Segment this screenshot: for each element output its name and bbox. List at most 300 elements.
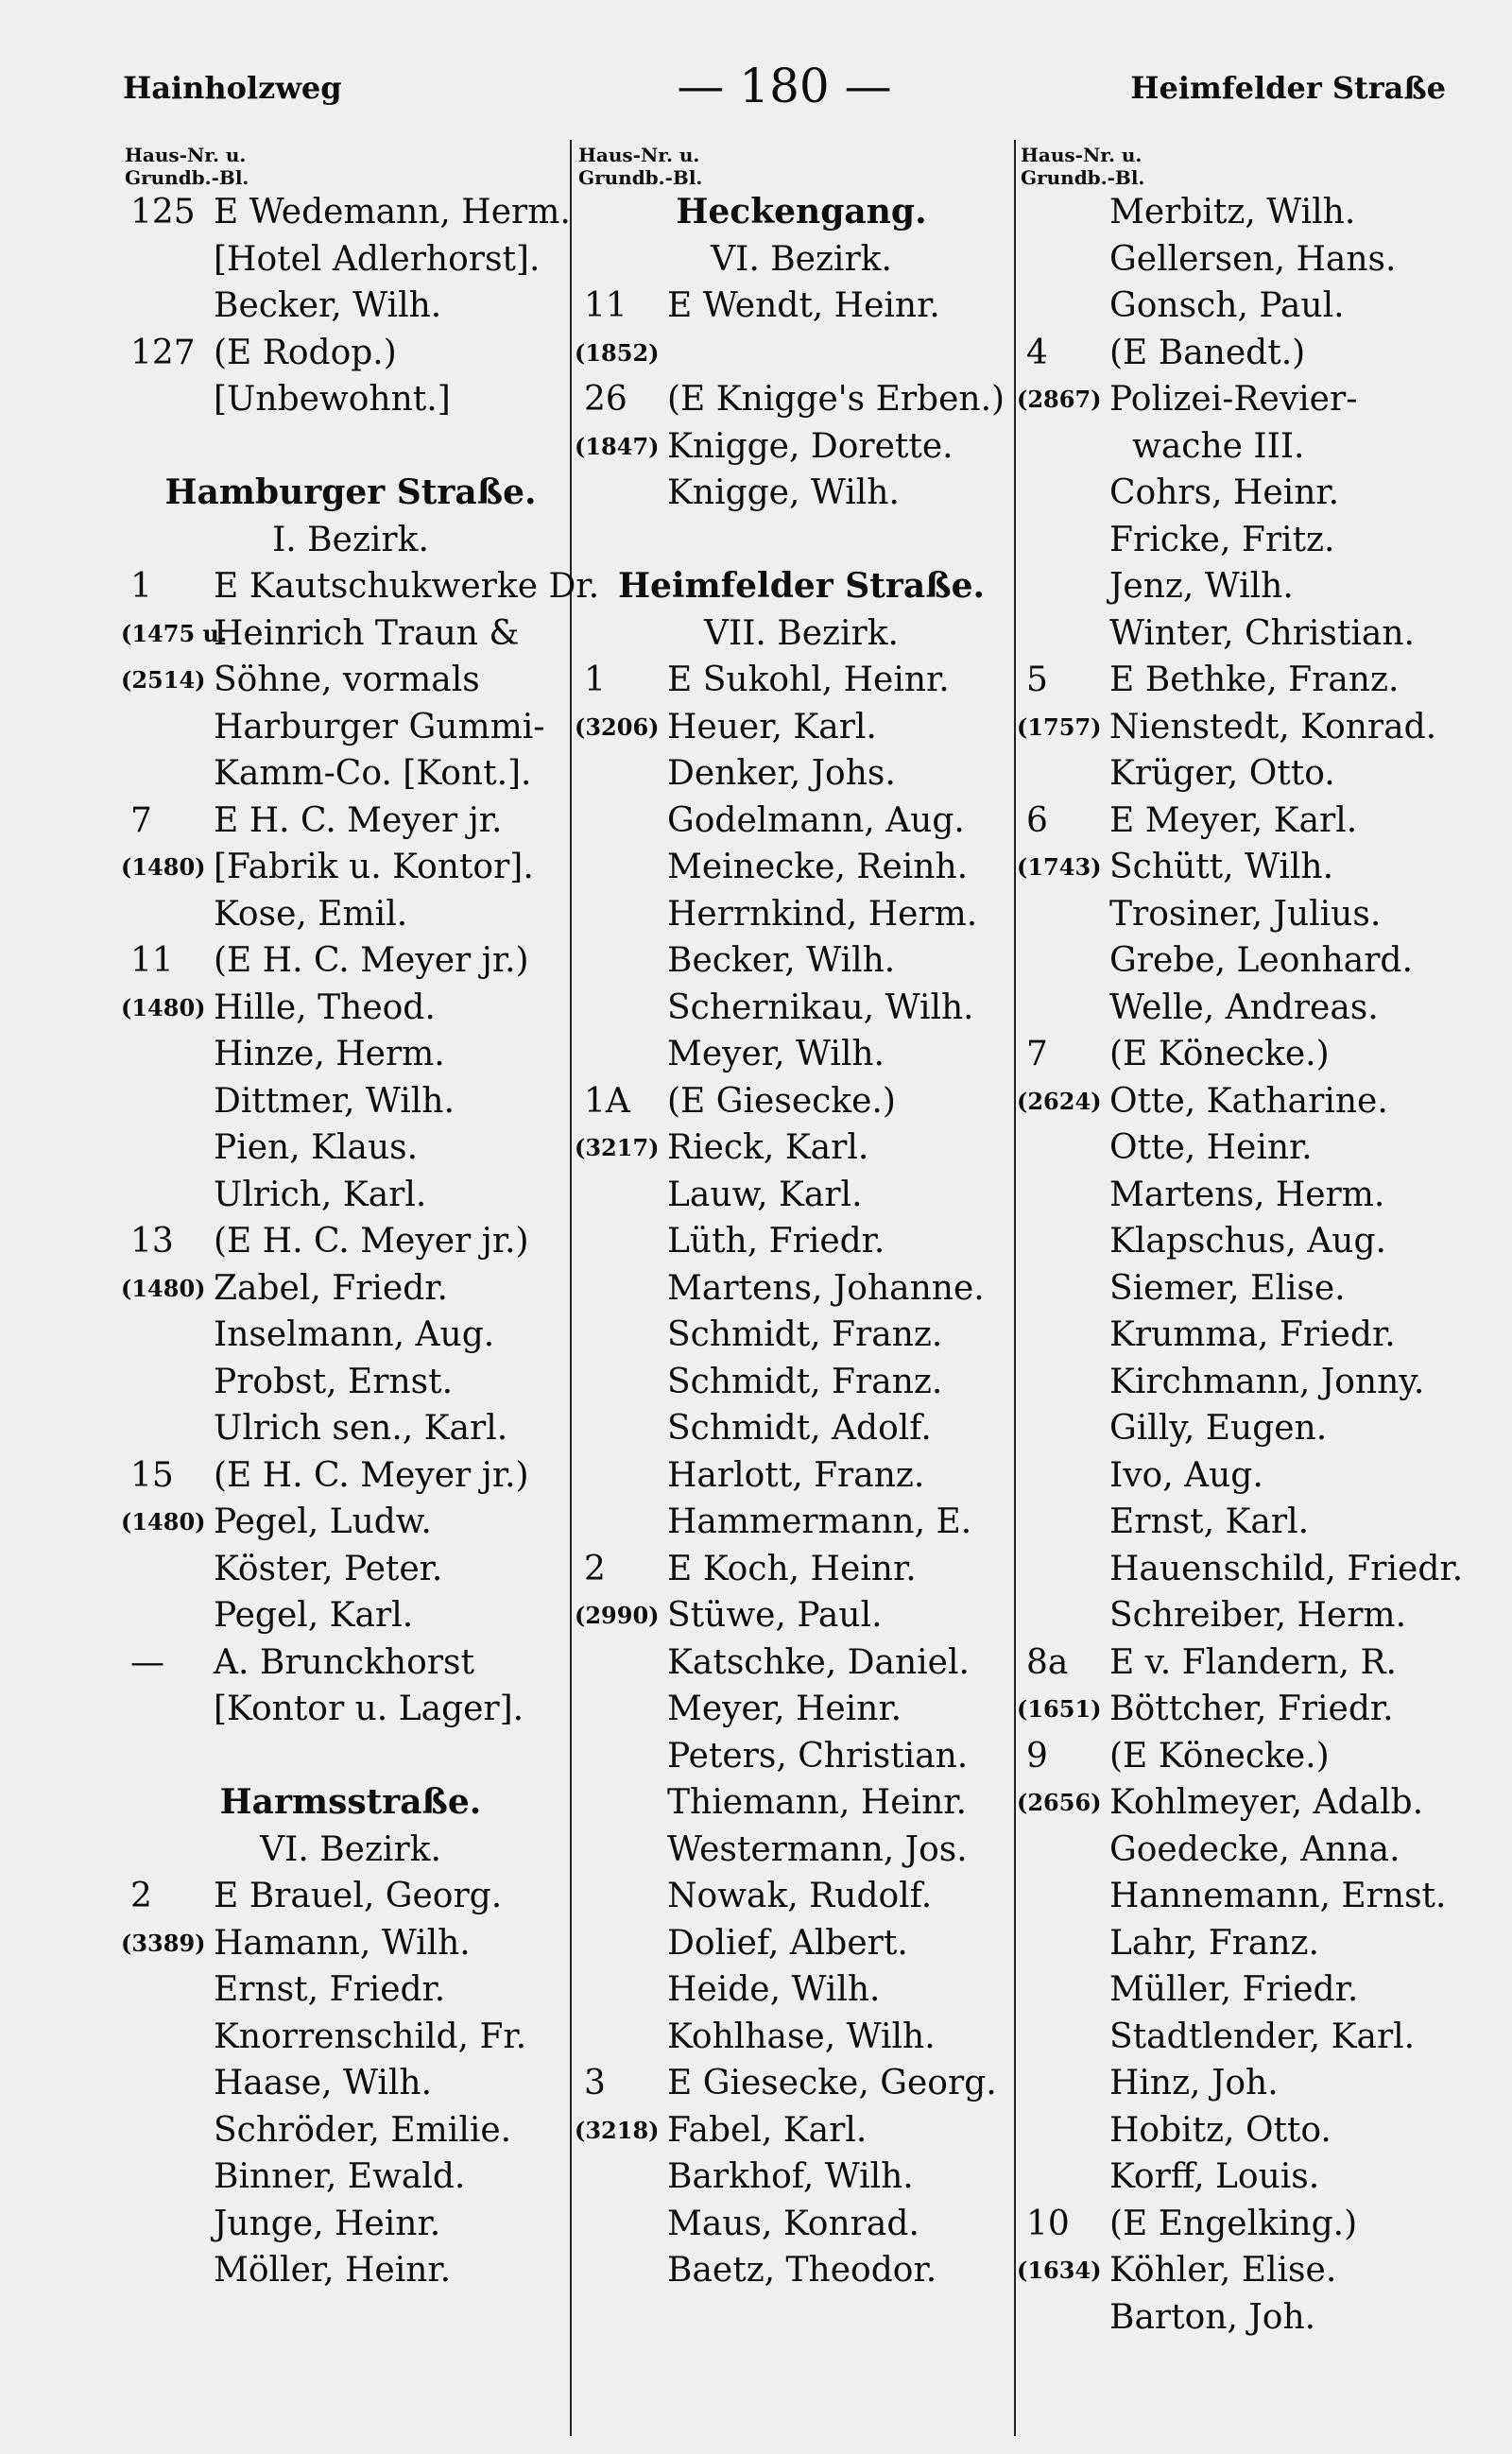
entry-text: Haase, Wilh.: [214, 2064, 433, 2102]
house-number: 8a: [1026, 1642, 1069, 1682]
house-number: 15: [130, 1455, 174, 1495]
directory-entry: [125, 937, 576, 985]
column-header-line1: Haus-Nr. u.: [125, 144, 247, 166]
header-right-street: Heimfelder Straße: [1130, 70, 1446, 106]
entry-text: Dolief, Albert.: [667, 1923, 908, 1963]
entry-text: Jenz, Wilh.: [1109, 567, 1294, 606]
land-register-number: (2656): [1017, 1789, 1102, 1816]
entry-text: Becker, Wilh.: [667, 941, 896, 980]
directory-entry: [1021, 1499, 1498, 1546]
house-number: 6: [1026, 800, 1048, 840]
entry-text: Heinrich Traun &: [214, 613, 520, 653]
entry-text: Cohrs, Heinr.: [1109, 473, 1340, 512]
entry-text: (E Könecke.): [1109, 1736, 1330, 1776]
directory-entry: [578, 2060, 1024, 2107]
entry-text: Kamm-Co. [Kont.].: [214, 754, 532, 793]
entry-text: E Sukohl, Heinr.: [667, 661, 950, 699]
directory-entry: [578, 1218, 1024, 1265]
directory-entry: [1021, 1172, 1498, 1219]
entry-text: Herrnkind, Herm.: [667, 894, 978, 934]
column-header: [125, 144, 576, 189]
column-header: [1021, 144, 1498, 189]
house-number: 11: [130, 941, 174, 980]
entry-text: Winter, Christian.: [1109, 613, 1415, 653]
district-heading: VI. Bezirk.: [260, 1829, 441, 1869]
entry-text: Harburger Gummi-: [214, 707, 545, 746]
entry-text: Barkhof, Wilh.: [667, 2157, 914, 2196]
directory-entry: [125, 1078, 576, 1125]
entry-text: Dittmer, Wilh.: [214, 1081, 455, 1121]
directory-entry: [125, 2247, 576, 2294]
column-3: [1017, 144, 1498, 2341]
entry-text: Heuer, Karl.: [667, 707, 877, 746]
entry-text: Hammermann, E.: [667, 1502, 972, 1541]
entry-text: Meyer, Wilh.: [667, 1035, 885, 1073]
entry-text: [Hotel Adlerhorst].: [214, 239, 541, 279]
directory-entry: [1021, 798, 1498, 845]
directory-entry: [1021, 2060, 1498, 2107]
directory-entry: [578, 1452, 1024, 1500]
entry-text: Hinz, Joh.: [1109, 2064, 1279, 2102]
directory-entry: [575, 2107, 1024, 2154]
column-header-line1: Haus-Nr. u.: [1021, 144, 1143, 166]
directory-entry: [1021, 1405, 1498, 1452]
entry-text: Knigge, Wilh.: [667, 473, 900, 512]
directory-entry: [1021, 1920, 1498, 1967]
directory-entry: [578, 1920, 1024, 1967]
entry-text: Baetz, Theodor.: [667, 2251, 937, 2290]
directory-entry: [1021, 2014, 1498, 2061]
land-register-number: (1480): [121, 1508, 206, 1536]
entry-text: Schernikau, Wilh.: [667, 987, 974, 1027]
entry-text: Heide, Wilh.: [667, 1970, 881, 2009]
directory-entry: [1021, 1592, 1498, 1639]
land-register-number: (1480): [121, 853, 206, 881]
directory-entry: [578, 1966, 1024, 2014]
entry-text: (E Könecke.): [1109, 1035, 1330, 1073]
directory-entry: [125, 1592, 576, 1639]
directory-entry: [578, 1405, 1024, 1452]
directory-entry: [125, 891, 576, 938]
directory-entry: [578, 937, 1024, 985]
entry-text: Stadtlender, Karl.: [1109, 2016, 1416, 2056]
directory-entry: [578, 750, 1024, 798]
entry-list: [575, 189, 1024, 2294]
directory-entry: [578, 1779, 1024, 1827]
entry-text: Hauenschild, Friedr.: [1109, 1549, 1464, 1588]
entry-text: Martens, Johanne.: [667, 1268, 985, 1308]
house-number: 125: [130, 193, 196, 232]
column-header: [578, 144, 1024, 189]
entry-text: Pegel, Karl.: [214, 1596, 414, 1635]
entry-text: Otte, Heinr.: [1109, 1128, 1313, 1167]
entry-text: Köster, Peter.: [214, 1549, 443, 1588]
entry-text: wache III.: [1132, 426, 1305, 466]
entry-text: Möller, Heinr.: [214, 2251, 452, 2290]
directory-entry: [121, 844, 576, 891]
directory-entry: [1021, 1546, 1498, 1593]
directory-entry: [1021, 657, 1498, 704]
entry-text: Godelmann, Aug.: [667, 800, 965, 840]
entry-text: Martens, Herm.: [1109, 1175, 1385, 1214]
land-register-number: (1651): [1017, 1695, 1102, 1723]
directory-entry: [1017, 844, 1498, 891]
directory-entry: [125, 798, 576, 845]
entry-text: Böttcher, Friedr.: [1109, 1690, 1394, 1728]
entry-text: Nowak, Rudolf.: [667, 1877, 933, 1915]
directory-entry: [1021, 517, 1498, 564]
directory-entry: [578, 1873, 1024, 1920]
directory-entry: [578, 1265, 1024, 1313]
entry-text: Krüger, Otto.: [1109, 754, 1335, 793]
entry-text: Schmidt, Franz.: [667, 1315, 943, 1354]
directory-entry: [125, 283, 576, 330]
directory-entry: [575, 704, 1024, 751]
entry-text: Krumma, Friedr.: [1109, 1315, 1396, 1354]
directory-entry: [125, 1172, 576, 1219]
street-heading: Heimfelder Straße.: [617, 566, 986, 606]
directory-entry: [1021, 1827, 1498, 1874]
land-register-number: (1634): [1017, 2257, 1102, 2284]
directory-entry: [125, 1031, 576, 1078]
entry-text: Gonsch, Paul.: [1109, 286, 1345, 325]
entry-text: Schröder, Emilie.: [214, 2110, 512, 2150]
directory-entry: [1021, 891, 1498, 938]
entry-list: [121, 189, 600, 2294]
directory-entry: [578, 283, 1024, 330]
entry-text: (E Giesecke.): [667, 1081, 896, 1121]
directory-entry: [125, 563, 600, 610]
entry-text: Meyer, Heinr.: [667, 1690, 902, 1728]
directory-entry: [1021, 2294, 1498, 2342]
entry-text: E Wendt, Heinr.: [667, 286, 940, 325]
directory-entry: [1021, 1452, 1498, 1500]
house-number: 1: [584, 661, 606, 699]
directory-entry: [1017, 376, 1498, 423]
house-number: 1A: [584, 1081, 630, 1121]
directory-entry: [1017, 704, 1498, 751]
directory-entry: [578, 2201, 1024, 2248]
entry-text: Maus, Konrad.: [667, 2204, 919, 2243]
directory-entry: [578, 891, 1024, 938]
directory-entry: [1017, 1779, 1498, 1827]
entry-text: E Kautschukwerke Dr.: [214, 567, 600, 606]
directory-entry: [1021, 610, 1498, 658]
directory-entry: [1021, 236, 1498, 283]
spacer: [125, 423, 576, 471]
entry-text: (E H. C. Meyer jr.): [214, 941, 529, 980]
directory-entry: [575, 1124, 1024, 1172]
directory-entry: [125, 1405, 576, 1452]
directory-entry: [578, 470, 1024, 517]
street-heading: Hamburger Straße.: [164, 472, 537, 512]
column-header-line2: Grundb.-Bl.: [1021, 166, 1145, 189]
directory-entry: [578, 1172, 1024, 1219]
entry-text: Westermann, Jos.: [667, 1829, 968, 1869]
house-number: 127: [130, 333, 196, 372]
house-number: 11: [584, 286, 627, 325]
land-register-number: (1852): [575, 338, 660, 367]
entry-text: E Giesecke, Georg.: [667, 2064, 997, 2102]
entry-text: Junge, Heinr.: [214, 2204, 441, 2243]
entry-text: Kohlhase, Wilh.: [667, 2016, 936, 2056]
directory-entry: [1021, 1639, 1498, 1687]
spacer: [578, 517, 1024, 564]
directory-entry: [578, 844, 1024, 891]
entry-text: Barton, Joh.: [1109, 2297, 1316, 2337]
directory-entry: [125, 236, 576, 283]
directory-entry: [1021, 1733, 1498, 1780]
directory-entry: [1017, 1078, 1498, 1125]
entry-text: [Unbewohnt.]: [214, 380, 451, 419]
directory-entry: [1021, 1312, 1498, 1359]
entry-text: Stüwe, Paul.: [667, 1596, 883, 1635]
entry-text: Gellersen, Hans.: [1109, 239, 1397, 279]
directory-entry: [1021, 1966, 1498, 2014]
entry-text: Knorrenschild, Fr.: [214, 2016, 527, 2056]
entry-text: Goedecke, Anna.: [1109, 1829, 1400, 1869]
directory-entry: [578, 1312, 1024, 1359]
land-register-number: (2990): [575, 1602, 660, 1629]
entry-text: Polizei-Revier-: [1109, 380, 1358, 419]
entry-text: E Meyer, Karl.: [1109, 800, 1358, 840]
entry-text: Siemer, Elise.: [1109, 1268, 1346, 1308]
directory-entry: [1017, 1686, 1498, 1733]
directory-entry: [1021, 283, 1498, 330]
directory-entry: [1021, 2201, 1498, 2248]
house-number: 2: [584, 1549, 606, 1588]
directory-entry: [125, 1546, 576, 1593]
directory-entry: [125, 2154, 576, 2201]
entry-text: Schreiber, Herm.: [1109, 1596, 1407, 1635]
entry-text: Knigge, Dorette.: [667, 426, 954, 466]
entry-text: Zabel, Friedr.: [214, 1268, 448, 1308]
directory-entry: [121, 1265, 576, 1313]
directory-entry: [1021, 2154, 1498, 2201]
entry-text: Ivo, Aug.: [1109, 1455, 1263, 1495]
directory-entry: [578, 1499, 1024, 1546]
house-number: 9: [1026, 1736, 1048, 1776]
entry-text: Korff, Louis.: [1109, 2157, 1320, 2196]
entry-text: E v. Flandern, R.: [1109, 1642, 1397, 1682]
entry-text: Kirchmann, Jonny.: [1109, 1362, 1425, 1401]
column-1: [121, 144, 600, 2294]
directory-entry: [121, 657, 576, 704]
directory-entry: [125, 1452, 576, 1500]
entry-text: Merbitz, Wilh.: [1109, 193, 1356, 232]
header-left-street: Hainholzweg: [123, 70, 342, 106]
house-number: 10: [1026, 2204, 1070, 2243]
directory-entry: [125, 704, 576, 751]
entry-text: Denker, Johs.: [667, 754, 896, 793]
directory-entry: [575, 423, 1024, 471]
directory-entry: [125, 750, 576, 798]
district-heading: VI. Bezirk.: [711, 239, 892, 279]
entry-text: Pegel, Ludw.: [214, 1502, 432, 1541]
entry-text: Pien, Klaus.: [214, 1128, 419, 1167]
directory-entry: [578, 1078, 1024, 1125]
entry-text: Klapschus, Aug.: [1109, 1222, 1386, 1261]
entry-text: (E H. C. Meyer jr.): [214, 1222, 529, 1261]
street-heading: Harmsstraße.: [219, 1782, 482, 1822]
directory-entry: [125, 2060, 576, 2107]
entry-text: Becker, Wilh.: [214, 286, 442, 325]
directory-entry: [578, 1827, 1024, 1874]
column-2: [575, 144, 1024, 2294]
column-header-line2: Grundb.-Bl.: [125, 166, 249, 189]
entry-text: E H. C. Meyer jr.: [214, 800, 503, 840]
entry-text: E Brauel, Georg.: [214, 1877, 503, 1915]
entry-text: Thiemann, Heinr.: [667, 1783, 967, 1822]
entry-text: Probst, Ernst.: [214, 1362, 454, 1401]
entry-text: [Kontor u. Lager].: [214, 1690, 524, 1728]
directory-entry: [125, 1359, 576, 1406]
entry-text: Hinze, Herm.: [214, 1035, 445, 1073]
directory-entry: [125, 2107, 576, 2154]
land-register-number: (1757): [1017, 712, 1102, 741]
directory-entry: [578, 2014, 1024, 2061]
directory-entry: [578, 657, 1024, 704]
directory-entry: [1021, 2107, 1498, 2154]
entry-text: Harlott, Franz.: [667, 1455, 925, 1495]
entry-text: Welle, Andreas.: [1109, 987, 1379, 1027]
entry-text: Hannemann, Ernst.: [1109, 1877, 1447, 1915]
entry-text: E Koch, Heinr.: [667, 1549, 917, 1588]
land-register-number: (2514): [121, 666, 206, 694]
entry-text: Söhne, vormals: [214, 661, 480, 699]
entry-text: E Wedemann, Herm.: [214, 193, 571, 232]
entry-text: Lauw, Karl.: [667, 1175, 863, 1214]
entry-text: (E Knigge's Erben.): [667, 380, 1005, 419]
entry-text: Katschke, Daniel.: [667, 1642, 970, 1682]
entry-text: Hille, Theod.: [214, 987, 436, 1027]
land-register-number: (1847): [575, 432, 660, 460]
directory-entry: [125, 1966, 576, 2014]
directory-entry: [121, 610, 576, 658]
house-number: 5: [1026, 661, 1048, 699]
entry-text: Hamann, Wilh.: [214, 1923, 471, 1963]
house-number: 13: [130, 1222, 174, 1261]
directory-entry: [125, 2014, 576, 2061]
street-heading: Heckengang.: [676, 192, 927, 232]
directory-entry: [121, 1920, 576, 1967]
entry-text: (E Engelking.): [1109, 2204, 1358, 2243]
directory-entry: [1021, 937, 1498, 985]
land-register-number: (3389): [121, 1929, 206, 1957]
column-header-line1: Haus-Nr. u.: [578, 144, 700, 166]
directory-entry: [1021, 1218, 1498, 1265]
entry-text: Hobitz, Otto.: [1109, 2110, 1332, 2150]
entry-text: Köhler, Elise.: [1109, 2251, 1337, 2290]
directory-entry: [121, 985, 576, 1032]
directory-entry: [578, 2154, 1024, 2201]
directory-entry: [1021, 750, 1498, 798]
entry-text: (E Rodop.): [214, 333, 397, 372]
entry-text: (E Banedt.): [1109, 333, 1306, 372]
entry-text: Otte, Katharine.: [1109, 1081, 1388, 1121]
directory-entry: [125, 1218, 576, 1265]
directory-entry: [578, 798, 1024, 845]
directory-entry: [578, 1546, 1024, 1593]
entry-text: Gilly, Eugen.: [1109, 1409, 1328, 1448]
entry-text: (E H. C. Meyer jr.): [214, 1455, 529, 1495]
land-register-number: (1475 u.: [121, 619, 228, 647]
house-number: 7: [1026, 1035, 1048, 1073]
directory-entry: [125, 1312, 576, 1359]
entry-text: Ulrich, Karl.: [214, 1175, 427, 1214]
directory-entry: [125, 1124, 576, 1172]
directory-entry: [578, 985, 1024, 1032]
entry-text: A. Brunckhorst: [214, 1642, 474, 1682]
directory-entry: [125, 376, 576, 423]
land-register-number: (1480): [121, 1274, 206, 1302]
running-head: [123, 59, 1446, 115]
entry-text: Trosiner, Julius.: [1109, 894, 1382, 934]
house-number: 1: [130, 567, 152, 606]
entry-text: Fricke, Fritz.: [1109, 520, 1335, 559]
directory-entry: [578, 2247, 1024, 2294]
directory-entry: [1021, 563, 1498, 610]
land-register-number: (1480): [121, 993, 206, 1021]
directory-entry: [578, 1733, 1024, 1780]
entry-text: Ernst, Friedr.: [214, 1970, 446, 2009]
directory-entry: [1021, 1031, 1498, 1078]
entry-text: Nienstedt, Konrad.: [1109, 707, 1437, 746]
directory-entry: [1021, 1265, 1498, 1313]
land-register-number: (2867): [1017, 386, 1102, 413]
house-number: —: [130, 1642, 164, 1682]
house-number: 26: [584, 380, 627, 419]
directory-entry: [125, 2201, 576, 2248]
house-number: 7: [130, 800, 152, 840]
entry-text: Meinecke, Reinh.: [667, 848, 969, 886]
directory-entry: [1021, 1873, 1498, 1920]
directory-entry: [578, 1686, 1024, 1733]
directory-entry: [575, 330, 1024, 377]
district-heading: VII. Bezirk.: [703, 613, 900, 653]
entry-text: Müller, Friedr.: [1109, 1970, 1359, 2009]
entry-text: Binner, Ewald.: [214, 2157, 466, 2196]
entry-list: [1017, 189, 1498, 2341]
entry-text: Grebe, Leonhard.: [1109, 941, 1413, 980]
district-heading: I. Bezirk.: [272, 520, 429, 559]
directory-entry: [125, 189, 576, 236]
directory-entry: [125, 330, 576, 377]
directory-entry: [1021, 985, 1498, 1032]
directory-entry: [125, 1873, 576, 1920]
entry-text: Fabel, Karl.: [667, 2110, 868, 2150]
directory-entry: [121, 1499, 576, 1546]
entry-text: Rieck, Karl.: [667, 1128, 869, 1167]
directory-entry: [1017, 2247, 1498, 2294]
directory-entry: [578, 1031, 1024, 1078]
directory-entry: [1021, 1359, 1498, 1406]
land-register-number: (3206): [575, 712, 660, 741]
spacer: [125, 1733, 576, 1780]
directory-entry: [578, 376, 1024, 423]
entry-text: Kose, Emil.: [214, 894, 408, 934]
house-number: 4: [1026, 333, 1048, 372]
land-register-number: (3217): [575, 1134, 660, 1161]
entry-text: Lahr, Franz.: [1109, 1923, 1319, 1963]
directory-entry: [1021, 423, 1498, 471]
directory-entry: [1021, 470, 1498, 517]
land-register-number: (1743): [1017, 853, 1102, 881]
entry-text: Kohlmeyer, Adalb.: [1109, 1783, 1424, 1822]
column-header-line2: Grundb.-Bl.: [578, 166, 703, 189]
entry-text: Lüth, Friedr.: [667, 1222, 885, 1261]
directory-entry: [1021, 330, 1498, 377]
